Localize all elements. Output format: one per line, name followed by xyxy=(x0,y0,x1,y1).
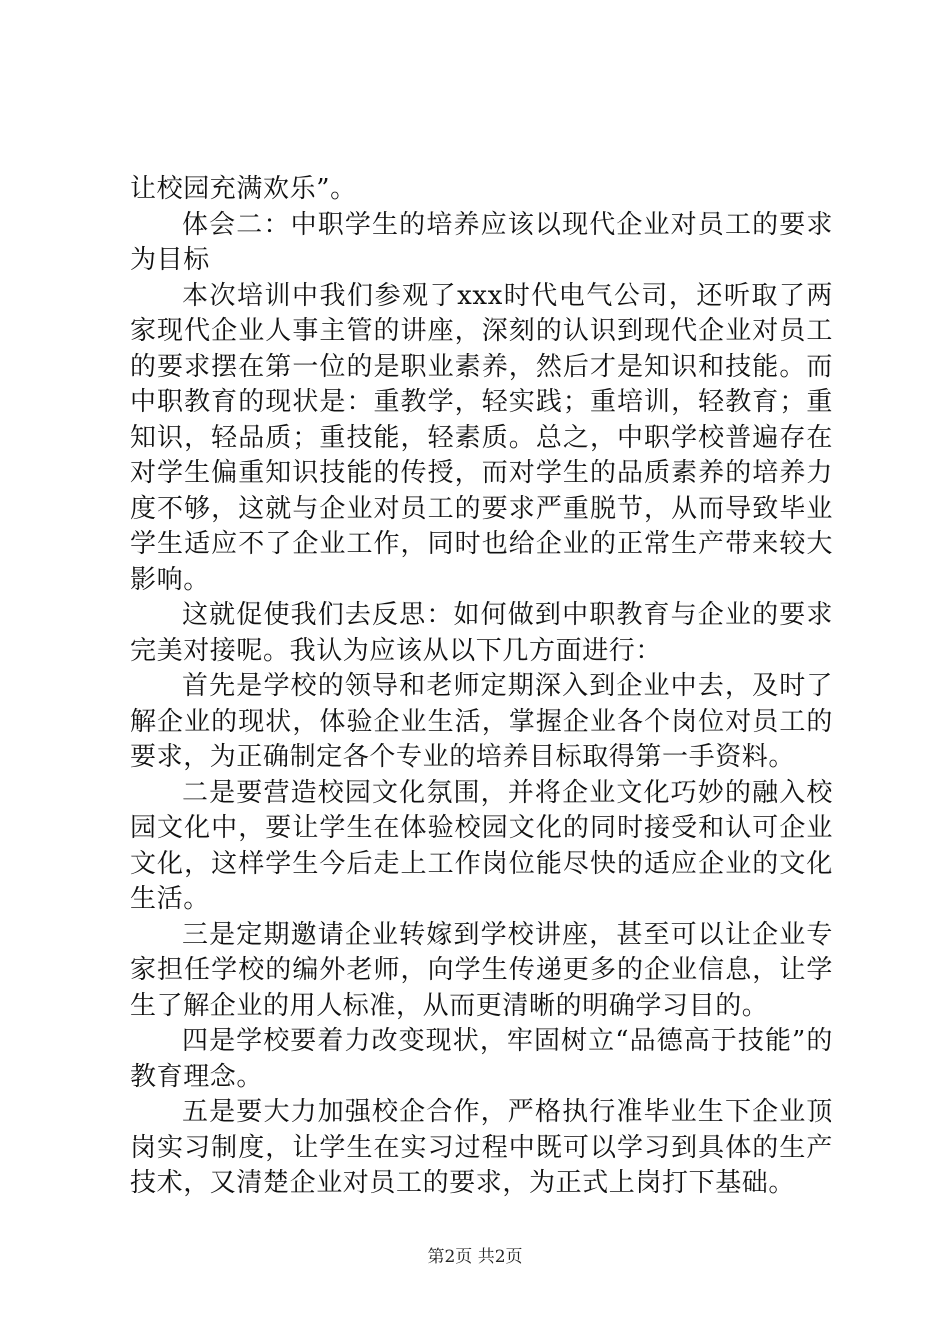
paragraph: 五是要大力加强校企合作，严格执行准毕业生下企业顶岗实习制度，让学生在实习过程中既可以学习到具体的生产技术，又清楚企业对员工的要求，为正式上岗打下基础。 xyxy=(130,1097,833,1198)
paragraph: 三是定期邀请企业转嫁到学校讲座，甚至可以让企业专家担任学校的编外老师，向学生传递更多的企业信息，让学生了解企业的用人标准，从而更清晰的明确学习目的。 xyxy=(130,919,833,1021)
paragraph: 二是要营造校园文化氛围，并将企业文化巧妙的融入校园文化中，要让学生在体验校园文化的同时接受和认可企业文化，这样学生今后走上工作岗位能尽快的适应企业的文化生活。 xyxy=(130,777,833,914)
paragraph: 四是学校要着力改变现状，牢固树立“品德高于技能”的教育理念。 xyxy=(130,1026,833,1092)
paragraph: 这就促使我们去反思：如何做到中职教育与企业的要求完美对接呢。我认为应该从以下几方面进行： xyxy=(130,600,833,666)
paragraph-continuation: 让校园充满欢乐”。 xyxy=(130,174,357,204)
paragraph: 本次培训中我们参观了xxx时代电气公司，还听取了两家现代企业人事主管的讲座，深刻的认识到现代企业对员工的要求摆在第一位的是职业素养，然后才是知识和技能。而中职教育的现状是：重教学，轻实践；重培训，轻教育；重知识，轻品质；重技能，轻素质。总之，中职学校普遍存在对学生偏重知识技能的传授，而对学生的品质素养的培养力度不够，这就与企业对员工的要求严重脱节，从而导致毕业学生适应不了企业工作，同时也给企业的正常生产带来较大影响。 xyxy=(130,280,833,595)
paragraph: 首先是学校的领导和老师定期深入到企业中去，及时了解企业的现状，体验企业生活，掌握企业各个岗位对员工的要求，为正确制定各个专业的培养目标取得第一手资料。 xyxy=(130,671,833,772)
section-heading: 体会二：中职学生的培养应该以现代企业对员工的要求为目标 xyxy=(130,209,833,275)
page-footer: 第2页 共2页 xyxy=(427,1247,523,1267)
document-body xyxy=(130,172,833,1202)
